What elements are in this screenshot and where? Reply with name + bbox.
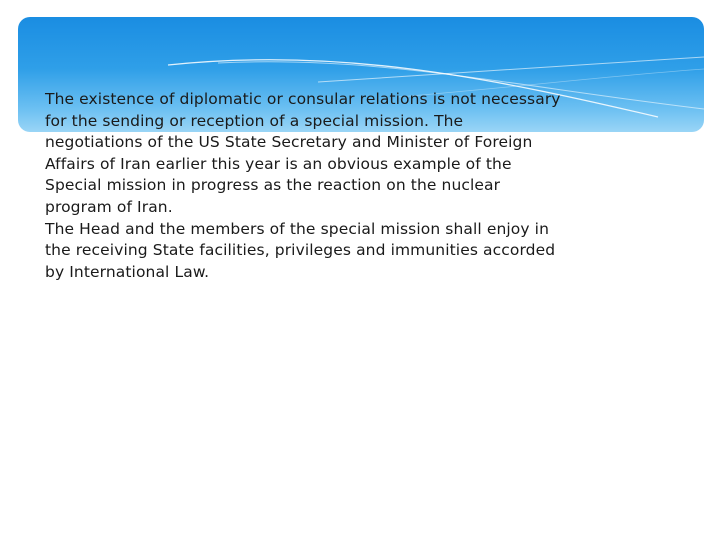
body-line: negotiations of the US State Secretary and Minister of Foreign <box>45 133 533 152</box>
body-line: for the sending or reception of a special mission. The <box>45 111 464 130</box>
body-line: Affairs of Iran earlier this year is an obvious example of the <box>45 154 512 173</box>
body-line: Special mission in progress as the reaction on the nuclear <box>45 176 501 195</box>
body-line: program of Iran. <box>45 197 173 216</box>
slide-body-text <box>45 89 665 283</box>
body-line: by International Law. <box>45 262 210 281</box>
body-line: the receiving State facilities, privileges and immunities accorded <box>45 241 556 260</box>
body-line: The existence of diplomatic or consular relations is not necessary <box>45 90 561 108</box>
body-line: The Head and the members of the special mission shall enjoy in <box>45 219 550 238</box>
